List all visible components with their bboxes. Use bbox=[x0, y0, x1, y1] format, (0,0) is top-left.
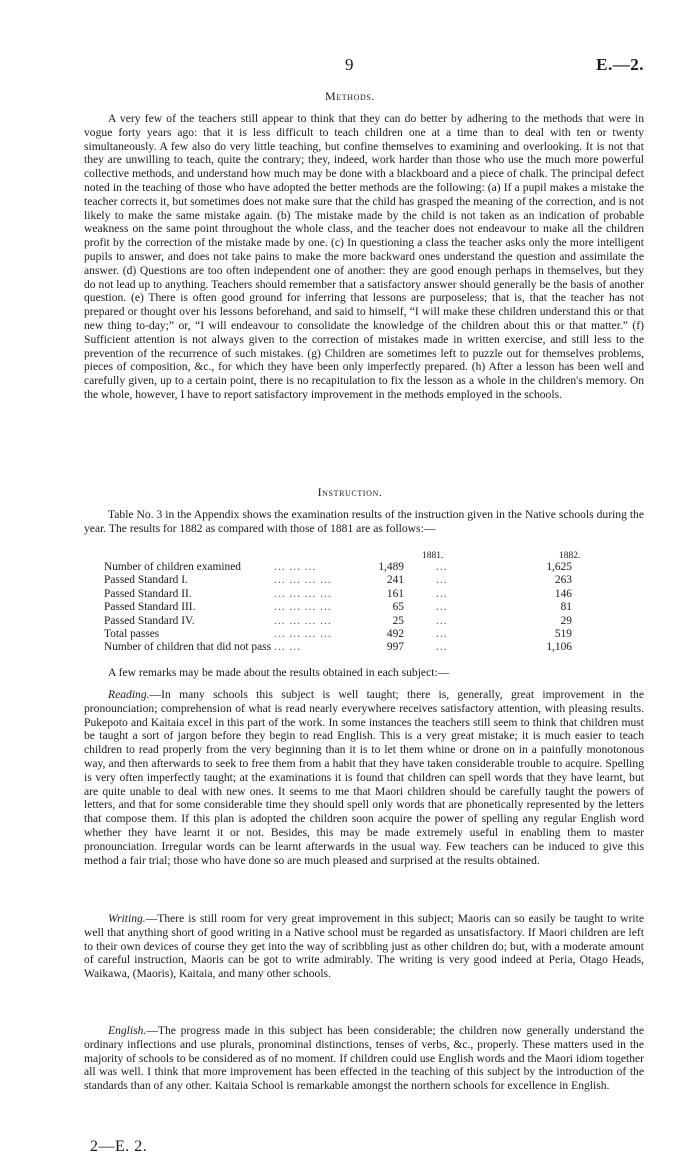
results-value-1882: 1,106 bbox=[546, 641, 572, 654]
results-label: Number of children examined bbox=[104, 561, 241, 573]
results-rows bbox=[104, 561, 614, 655]
instruction-heading: Instruction. bbox=[317, 485, 383, 499]
results-label: Passed Standard IV. bbox=[104, 614, 195, 627]
year-1881: 1881. bbox=[422, 551, 444, 561]
english-title: English. bbox=[108, 1024, 147, 1037]
page-number: 9 bbox=[345, 55, 354, 74]
results-label: Total passes bbox=[104, 627, 160, 640]
methods-section bbox=[84, 112, 644, 402]
results-mid-dots: ... bbox=[436, 641, 448, 654]
methods-paragraph: A very few of the teachers still appear to think that they can do better by adhering to the methods that were in vogue forty years ago: that it is less difficult to teach children one at a time than to deal with ten or twenty simultaneously. A few also do very little teaching, but confine themselves to examining and overlooking. It is not that they are unwilling to teach, quite the contrary; they, indeed, work harder than those who use the much more powerful collective methods, and understand how much may be done with a blackboard and a piece of chalk. The principal defect noted in the teaching of those who have adopted the better methods are the following: (a) If a pupil makes a mistake the teacher corrects it, but sometimes does not make sure that the child has grasped the meaning of the correction, and is not likely to make the same mistake again. (b) The mistake made by the child is not taken as an indication of probable weakness on the same point throughout the whole class, and the teacher does not endeavour to make all the children profit by the correction of the mistake made by one. (c) In questioning a class the teacher asks only the more intelligent pupils to answer, and does not take pains to make the more backward ones understand the question and assimilate the answer. (d) Questions are too often independent one of another: they are good enough perhaps in themselves, but they do not lead up to anything. Teachers should remember that a satisfactory answer should generally be the basis of another question. (e) There is often good ground for inferring that lessons are purposeless; that is, that the teacher has not prepared or thought over his lessons beforehand, and said to himself, “I will make these children understand this or that new thing to-day;” or, “I will endeavour to consolidate the knowledge of the children about this or that matter.” (f) Sufficient attention is not always given to the correction of mistakes made in written exercise, and still less to the prevention of the recurrence of such mistakes. (g) Children are sometimes left to puzzle out for themselves problems, pieces of composition, &c., for which they have been only imperfectly prepared. (h) After a lesson has been well and carefully given, up to a certain point, there is no recapitulation to fix the lesson as a whole in the children's memory. On the whole, however, I have to report satisfactory improvement in the methods employed in the schools. bbox=[84, 112, 644, 401]
results-row bbox=[104, 628, 614, 641]
instruction-intro-block bbox=[84, 508, 644, 536]
results-leader-dots: ... ... ... ... bbox=[274, 614, 332, 627]
results-row bbox=[104, 574, 614, 587]
writing-section bbox=[84, 912, 644, 981]
results-value-1881: 65 bbox=[392, 601, 404, 614]
reading-section bbox=[84, 688, 644, 867]
reading-title: Reading. bbox=[108, 688, 150, 701]
results-row bbox=[104, 588, 614, 601]
results-row bbox=[104, 615, 614, 628]
results-value-1881: 1,489 bbox=[378, 561, 404, 573]
results-leader-dots: ... ... ... ... bbox=[274, 587, 332, 600]
results-row bbox=[104, 601, 614, 614]
page-header bbox=[0, 55, 700, 78]
results-label: Passed Standard III. bbox=[104, 601, 196, 614]
results-label: Passed Standard II. bbox=[104, 587, 192, 600]
results-leader-dots: ... ... bbox=[274, 641, 301, 654]
results-value-1882: 1,625 bbox=[546, 561, 572, 573]
results-mid-dots: ... bbox=[436, 587, 448, 600]
results-leader-dots: ... ... ... ... bbox=[274, 601, 332, 614]
results-value-1882: 263 bbox=[554, 574, 572, 587]
results-mid-dots: ... bbox=[436, 601, 448, 614]
results-value-1882: 81 bbox=[560, 601, 572, 614]
results-value-1882: 146 bbox=[554, 587, 572, 600]
signature-mark: 2—E. 2. bbox=[90, 1138, 148, 1155]
methods-heading: Methods. bbox=[324, 89, 376, 103]
reading-text: —In many schools this subject is well taught; there is, generally, great improvement in the pronounciation; comprehension of what is read nearly everywhere receives satisfactory attention, with pleasing results. Pukepoto and Kaitaia excel in this part of the work. In some instances the teachers still seem to think that children must be taught a sort of jargon before they begin to read English. This is a very great mistake; it is much easier to teach children to read properly from the very beginning than it is to let them whine or drone on in a painfully monotonous way, and then afterwards to seek to free them from a habit that they have taken considerable trouble to acquire. Spelling is very often imperfectly taught; at the examinations it is found that children can spell words that they have learnt, but are quite unable to deal with new ones. It seems to me that Maori children should be carefully taught the powers of letters, and that for some considerable time they should spell only words that are phonetically represented by the letters that compose them. If this plan is adopted the children soon acquire the power of spelling any regular English word whether they have learnt it or not. Besides, this may be made extremely useful in enabling them to master pronounciation. Irregular words can be learnt afterwards in the usual way. Few teachers can be induced to give this method a fair trial; those who have done so are much pleased and surprised at the results obtained. bbox=[84, 688, 644, 867]
writing-title: Writing. bbox=[108, 912, 146, 925]
remarks-text: A few remarks may be made about the results obtained in each subject:— bbox=[108, 666, 450, 679]
results-label: Number of children that did not pass bbox=[104, 641, 272, 654]
english-text: —The progress made in this subject has been considerable; the children now generally understand the ordinary inflections and use plurals, pronominal distinctions, tenses of verbs, &c., properly. These matters used in the majority of schools to be considered as of no moment. If children could use English words and the Maori idiom together all was well. I think that more improvement has been effected in the teaching of this subject by the introduction of the standards than of any other. Kaitaia School is remarkable amongst the northern schools for excellence in English. bbox=[84, 1024, 644, 1093]
results-row bbox=[104, 561, 614, 574]
results-value-1881: 997 bbox=[386, 641, 404, 654]
results-mid-dots: ... bbox=[436, 561, 448, 573]
results-value-1881: 25 bbox=[392, 614, 404, 627]
year-1882: 1882. bbox=[559, 551, 581, 561]
results-leader-dots: ... ... ... ... bbox=[274, 574, 332, 587]
results-leader-dots: ... ... ... ... bbox=[274, 627, 332, 640]
instruction-intro: Table No. 3 in the Appendix shows the examination results of the instruction given in the Native schools during the year. The results for 1882 as compared with those of 1881 are as follows:— bbox=[84, 508, 644, 535]
english-section bbox=[84, 1024, 644, 1093]
results-value-1882: 29 bbox=[560, 614, 572, 627]
writing-paragraph bbox=[84, 912, 644, 981]
results-leader-dots: ... ... ... bbox=[274, 561, 317, 573]
reading-paragraph bbox=[84, 688, 644, 867]
results-value-1881: 492 bbox=[386, 627, 404, 640]
results-mid-dots: ... bbox=[436, 627, 448, 640]
results-row bbox=[104, 641, 614, 654]
results-value-1881: 241 bbox=[386, 574, 404, 587]
results-label: Passed Standard I. bbox=[104, 574, 188, 587]
document-reference: E.—2. bbox=[596, 55, 644, 74]
results-mid-dots: ... bbox=[436, 574, 448, 587]
results-value-1881: 161 bbox=[386, 587, 404, 600]
results-table bbox=[104, 548, 614, 655]
writing-text: —There is still room for very great improvement in this subject; Maoris can so easily be taught to write well that anything short of good writing in a Native school must be regarded as unsatisfactory. If Maori children are left to their own devices of course they get into the way of scribbling just as other children do; but, with a moderate amount of careful instruction, Maoris can be got to write admirably. The writing is very good indeed at Peria, Otago Heads, Waikawa, (Maoris), Kaitaia, and many other schools. bbox=[84, 912, 644, 981]
remarks-block bbox=[84, 666, 644, 680]
results-mid-dots: ... bbox=[436, 614, 448, 627]
english-paragraph bbox=[84, 1024, 644, 1093]
results-value-1882: 519 bbox=[554, 627, 572, 640]
results-year-header bbox=[104, 548, 614, 561]
